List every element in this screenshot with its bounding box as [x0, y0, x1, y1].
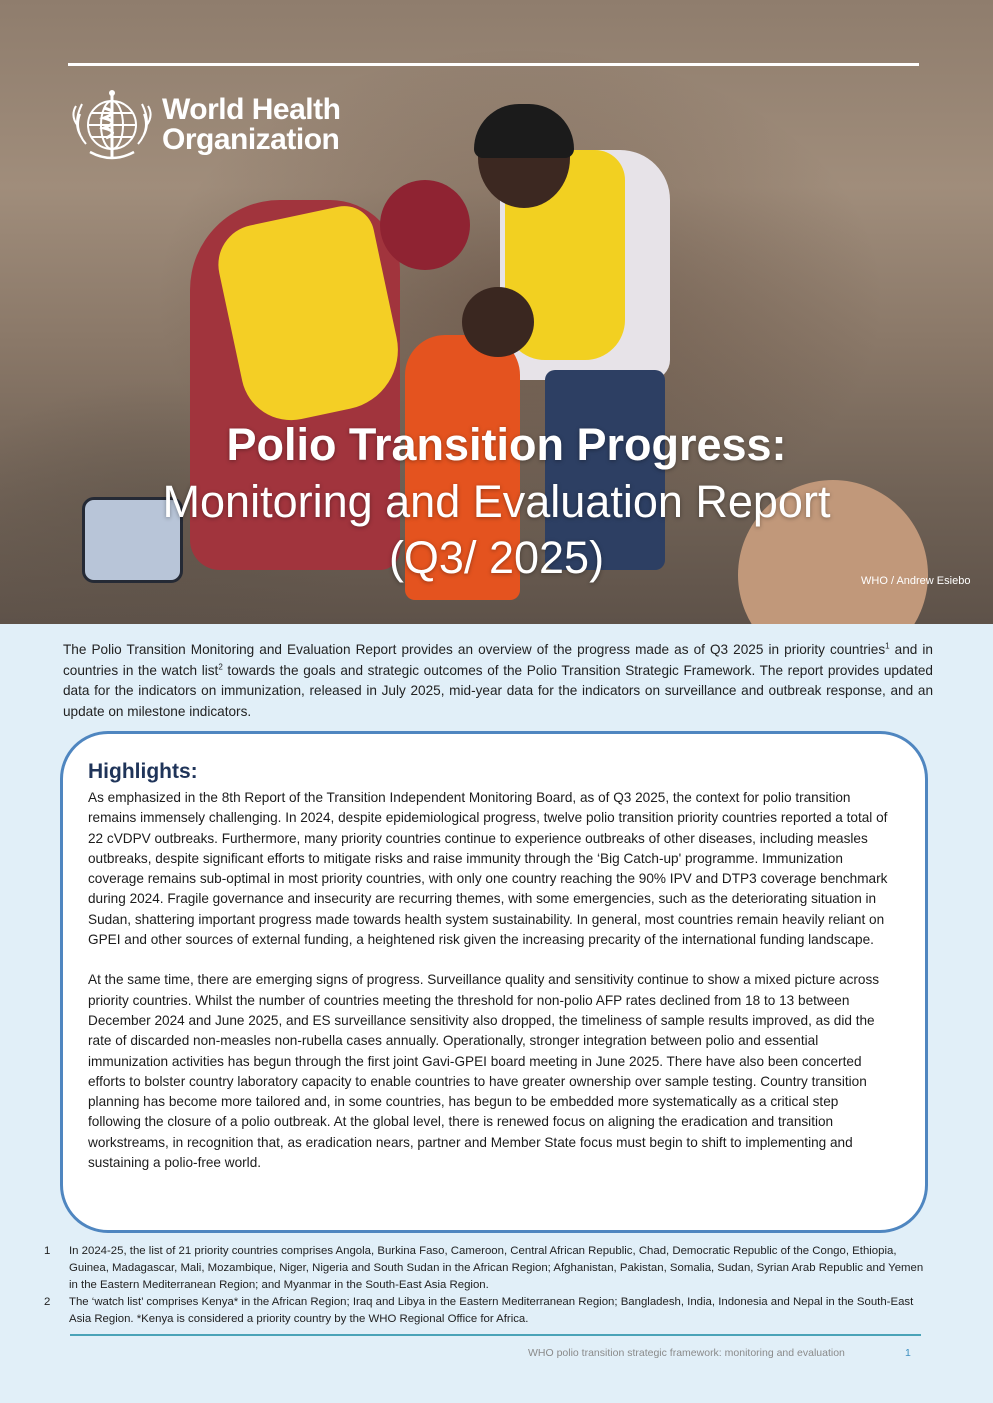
- org-name-line2: Organization: [162, 123, 340, 156]
- intro-text-1: The Polio Transition Monitoring and Evaluation Report provides an overview of the progress made as of Q3 2025 in priority countries: [63, 642, 886, 657]
- report-title: [0, 416, 993, 586]
- footnote-ref-2[interactable]: 2: [218, 661, 223, 671]
- highlights-paragraph-1: As emphasized in the 8th Report of the Transition Independent Monitoring Board, as of Q3 2025, the context for polio transition remains immensely challenging. In 2024, despite epidemiological progress, twelve polio transition priority countries reported a total of 22 cVDPV outbreaks. Furthermore, many priority countries continue to experience outbreaks of other diseases, including measles outbreaks, despite significant efforts to mitigate risks and raise immunity through the ‘Big Catch-up' programme. Immunization coverage remains sub-optimal in most priority countries, with only one country reaching the 90% IPV and DTP3 coverage benchmark during 2024. Fragile governance and insecurity are recurring themes, with some emergencies, such as the deteriorating situation in Sudan, shattering important progress made towards health system sustainability. In general, most countries remain heavily reliant on GPEI and other sources of external funding, a heightened risk given the increasing precarity of the international funding landscape.: [88, 790, 888, 948]
- who-wordmark: [162, 95, 340, 155]
- second-worker-cap: [474, 104, 574, 158]
- footnote-number: 1: [44, 1245, 51, 1257]
- child-head: [462, 287, 534, 357]
- footnote-ref-1[interactable]: 1: [885, 641, 890, 651]
- who-emblem-icon: [68, 86, 156, 164]
- page-number: 1: [905, 1347, 911, 1359]
- highlights-box: [60, 731, 928, 1233]
- highlights-title: Highlights:: [88, 760, 198, 783]
- intro-text-2: and in countries in the watch list: [63, 642, 933, 678]
- org-name-line1: World Health: [162, 93, 341, 126]
- intro-paragraph: [63, 640, 933, 722]
- cover-photo: [0, 0, 993, 624]
- footnotes: [44, 1243, 934, 1328]
- footnote-number: 2: [44, 1296, 51, 1308]
- footnote-2: [44, 1294, 934, 1328]
- footnote-1: [44, 1243, 934, 1294]
- title-line-3: (Q3/ 2025): [388, 532, 605, 583]
- intro-text-3: towards the goals and strategic outcomes of the Polio Transition Strategic Framework. The report provides updated data for the indicators on immunization, released in July 2025, mid-year data for the indicators on surveillance and outbreak response, and an update on milestone indicators.: [63, 662, 933, 719]
- who-logo: [68, 86, 340, 164]
- footnote-text: In 2024-25, the list of 21 priority countries comprises Angola, Burkina Faso, Cameroon, Central African Republic, Chad, Democratic Republic of the Congo, Ethiopia, Guinea, Madagascar, Mali, Mozambique, Niger, Nigeria and South Sudan in the African Region; Afghanistan, Pakistan, Somalia, Sudan, Syrian Arab Republic and Yemen in the Eastern Mediterranean Region; and Myanmar in the South-East Asia Region.: [69, 1245, 924, 1291]
- header-rule: [68, 63, 919, 66]
- title-line-1: Polio Transition Progress:: [226, 419, 787, 470]
- footnote-text: The ‘watch list’ comprises Kenya* in the African Region; Iraq and Libya in the Eastern Mediterranean Region; Bangladesh, India, Indonesia and Nepal in the South-East Asia Region. *Kenya is considered a priority country by the WHO Regional Office for Africa.: [69, 1296, 914, 1325]
- health-worker-head: [380, 180, 470, 270]
- photo-credit: WHO / Andrew Esiebo: [861, 575, 971, 587]
- footer-title: WHO polio transition strategic framework: monitoring and evaluation: [528, 1347, 845, 1359]
- footer-rule: [70, 1334, 921, 1336]
- title-line-2: Monitoring and Evaluation Report: [162, 476, 831, 527]
- highlights-paragraph-2: At the same time, there are emerging signs of progress. Surveillance quality and sensitivity continue to show a mixed picture across priority countries. Whilst the number of countries meeting the threshold for non-polio AFP rates declined from 18 to 13 between December 2024 and June 2025, and ES surveillance sensitivity also dropped, the timeliness of sample results improved, as did the rate of discarded non-measles non-rubella cases annually. Operationally, stronger integration between polio and essential immunization activities has begun through the first joint Gavi-GPEI board meeting in June 2025. There have also been concerted efforts to bolster country laboratory capacity to enable countries to have greater ownership over sample testing. Country transition planning has become more tailored and, in some countries, has begun to be embedded more systematically as a critical step following the closure of a polio outbreak. At the global level, there is renewed focus on aligning the eradication and transition workstreams, in recognition that, as eradication nears, partner and Member State focus must begin to shift to implementing and sustaining a polio-free world.: [88, 972, 880, 1171]
